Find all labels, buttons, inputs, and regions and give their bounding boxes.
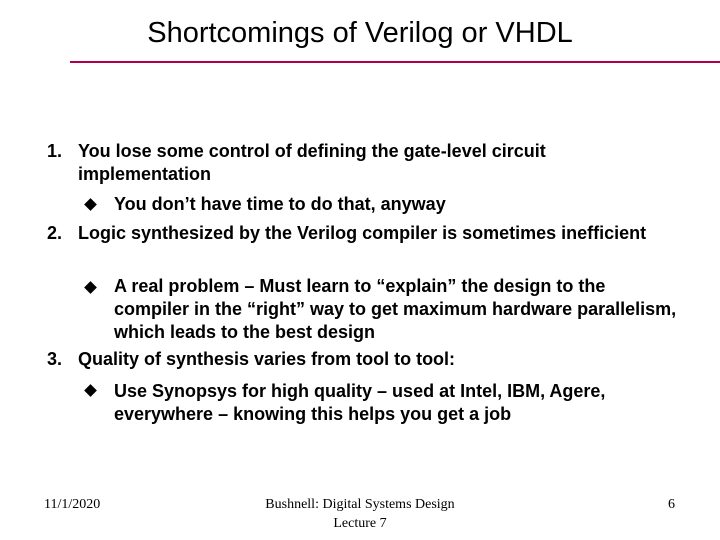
list-item-number: 2.: [47, 223, 63, 243]
sub-item-3: Use Synopsys for high quality – used at Intel, IBM, Agere, everywhere – knowing this helps you get a job: [114, 381, 606, 424]
list-item-text: Quality of synthesis varies from tool to tool:: [78, 349, 456, 369]
sub-item-2: A real problem – Must learn to “explain” the design to the compiler in the “right” way to get maximum hardware parallelism, which leads to the best design: [114, 276, 677, 342]
footer-course-title: Bushnell: Digital Systems Design: [265, 497, 455, 512]
list-item-text: Logic synthesized by the Verilog compiler is sometimes inefficient: [78, 223, 647, 243]
diamond-bullet-icon: [84, 198, 97, 211]
sub-item-1: You don’t have time to do that, anyway: [114, 194, 446, 214]
list-item-number: 3.: [47, 349, 63, 369]
list-item-number: 1.: [47, 141, 63, 161]
footer-course: [210, 495, 510, 533]
list-item-text: You lose some control of defining the gate-level circuit implementation: [78, 141, 546, 184]
diamond-bullet-icon: [84, 281, 97, 294]
footer-date: 11/1/2020: [44, 497, 101, 512]
title-divider: [70, 61, 720, 63]
footer-lecture: Lecture 7: [333, 516, 387, 531]
diamond-bullet-icon: [84, 384, 97, 397]
slide-title: Shortcomings of Verilog or VHDL: [147, 17, 573, 49]
footer-page-number: 6: [668, 497, 675, 512]
